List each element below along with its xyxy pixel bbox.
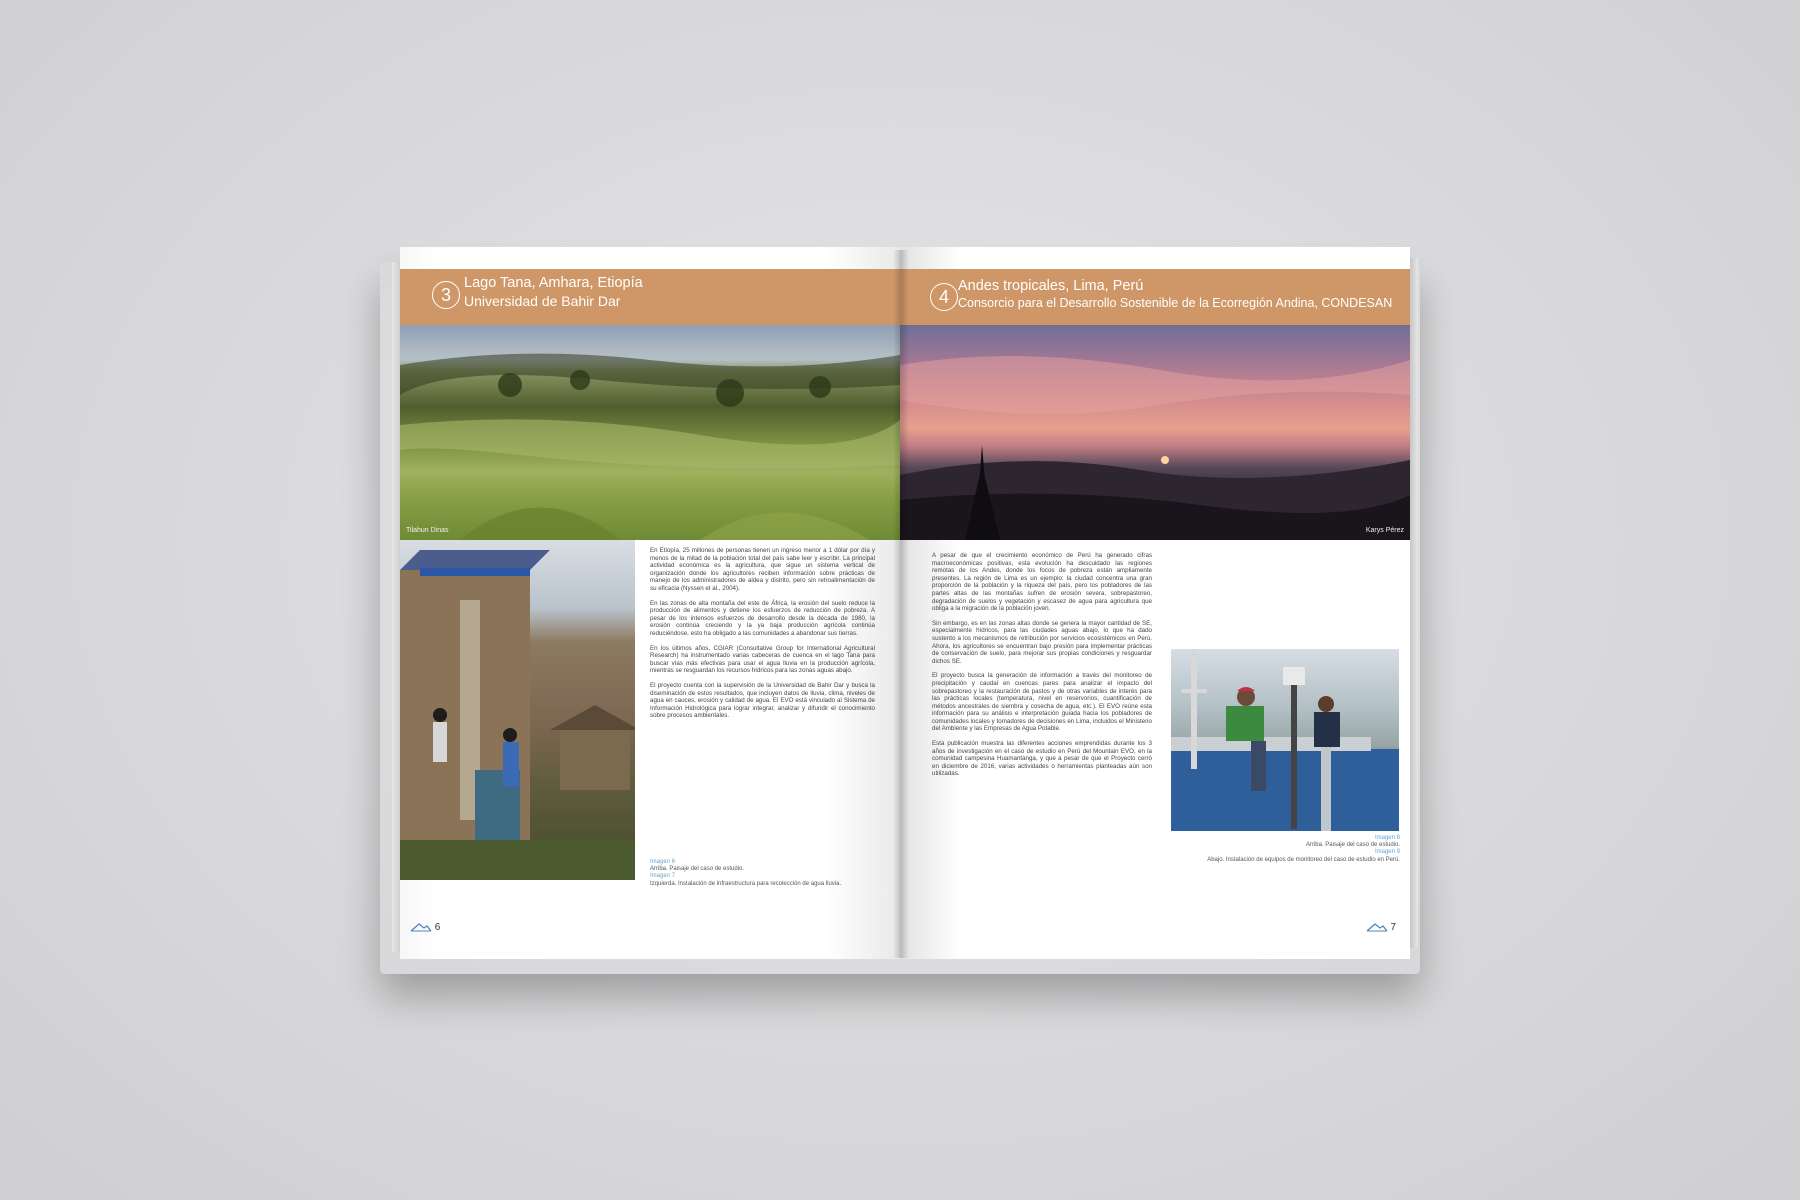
- right-page: [900, 247, 1410, 959]
- mountain-logo-icon: [1366, 922, 1388, 932]
- left-page-title: Lago Tana, Amhara, Etiopía: [464, 275, 643, 291]
- paragraph: A pesar de que el crecimiento económico de Perú ha generado cifras macroeconómicas positivas, esta evolución ha descuidado las regiones remotas de los Andes, donde los focos de pobreza están ampliamente presentes. La región de Lima es un ejemplo: la ciudad concentra una gran proporción de la población y la riqueza del país, pero los pobladores de las partes altas de las montañas sufren de erosión severa, sobrepastoreo, degradación de suelos y vegetación y escasez de agua para agricultura que obliga a la migración de la población joven.: [932, 552, 1152, 613]
- paragraph: Esta publicación muestra las diferentes acciones emprendidas durante los 3 años de investigación en el caso de estudio en Perú del Mountain EVO, en la comunidad campesina Huamantanga, y que a pesar de que el Proyecto cerró en diciembre de 2016, varias actividades o herramientas planteadas aún son utilizadas.: [932, 740, 1152, 778]
- paragraph: En las zonas de alta montaña del este de África, la erosión del suelo reduce la producción de alimentos y detiene los esfuerzos de reducción de pobreza. A pesar de los intensos esfuerzos de desarrollo desde la década de 1980, la erosión continúa creciendo y la ya baja producción agrícola continúa reduciéndose, esto ha obligado a las comunidades a abandonar sus tierras.: [650, 599, 875, 637]
- right-page-footer: [1366, 922, 1396, 933]
- landscape-photo: [400, 325, 900, 540]
- caption-label: Imagen 8: [1374, 835, 1400, 841]
- case-number-badge: 3: [432, 281, 460, 309]
- paragraph: El proyecto busca la generación de información a través del monitoreo de precipitación y caudal en cuencas pares para analizar el impacto del sobrepastoreo y la restauración de pastos y de otras variables de interés para las prácticas locales (temperatura, nivel en reservorios, cuantificación de métodos ancestrales de siembra y cosecha de agua, etc.). El EVO reúne esta información para su análisis e interpretación guiada hacia los pobladores de comunidades locales y tomadores de decisiones en Lima, incluidos el Ministerio del Ambiente y las Empresas de Agua Potable.: [932, 672, 1152, 733]
- landscape-photo-art: [400, 325, 900, 540]
- paragraph: En los últimos años, CGIAR (Consultative Group for International Agricultural Research) ha instrumentado varias cabeceras de cuenca en el lago Tana para buscar vías más efectivas para usar el agua lluvia en la producción agrícola, mientras se resguardan los recursos hídricos para las zonas aguas abajo.: [650, 644, 875, 675]
- paragraph: Sin embargo, es en las zonas altas donde se genera la mayor cantidad de SE, especialmente hídricos, para las ciudades aguas abajo, lo que ha dado sustento a los mecanismos de retribución por servicios ecosistémicos en Perú. Ahora, los agricultores se encuentran bajo presión para implementar prácticas de conservación de suelo, para mejorar sus propias condiciones y resguardar dichos SE.: [932, 619, 1152, 665]
- paragraph: En Etiopía, 25 millones de personas tienen un ingreso menor a 1 dólar por día y menos de la mitad de la población total del país sabe leer y escribir. La principal actividad económica es la agricultura, que sigue un sistema vertical de organización donde los agricultores reciben información sobre prácticas de manejo de los administradores de aldea y distrito, pero sin retroalimentación de su eficacia (Nyssen et al., 2004).: [650, 547, 875, 592]
- photo-credit: Tilahun Dinas: [406, 527, 449, 534]
- paragraph: El proyecto cuenta con la supervisión de la Universidad de Bahir Dar y busca la diseminación de estos resultados, que incluyen datos de lluvia, clima, niveles de agua en cauces, erosión y calidad de agua. El EVO está vinculado al Sistema de Información Hidrológica para lograr integrar, analizar y difundir el conocimiento sobre procesos ambientales.: [650, 681, 875, 720]
- left-page-footer: [410, 922, 440, 933]
- water-collection-photo: [400, 540, 635, 880]
- case-number-badge: 4: [930, 283, 958, 311]
- caption-text: Arriba. Paisaje del caso de estudio.: [650, 866, 745, 873]
- left-page-body-text: [650, 547, 875, 727]
- monitoring-station-photo-art: [1171, 649, 1399, 831]
- right-page-captions: [1170, 835, 1400, 864]
- caption-label: Imagen 9: [1374, 849, 1400, 856]
- caption-text: Izquierda. Instalación de infraestructura para recolección de agua lluvia.: [650, 880, 842, 887]
- monitoring-station-photo: [1171, 649, 1399, 831]
- caption-label: Imagen 7: [650, 873, 676, 880]
- left-page: [400, 247, 900, 959]
- mountain-logo-icon: [410, 922, 432, 932]
- photo-credit: Karys Pérez: [1365, 527, 1404, 534]
- water-collection-photo-art: [400, 540, 635, 880]
- caption-label: Imagen 6: [650, 859, 676, 865]
- right-page-body-text: [932, 552, 1152, 785]
- page-stack-left-edge: [392, 262, 400, 952]
- right-page-banner: [900, 269, 1410, 325]
- sunset-photo-art: [900, 325, 1410, 540]
- caption-text: Abajo. Instalación de equipos de monitoreo del caso de estudio en Perú.: [1207, 856, 1400, 863]
- left-page-subtitle: Universidad de Bahir Dar: [464, 293, 621, 309]
- book-spine: [893, 250, 909, 958]
- page-number: 7: [1390, 922, 1396, 933]
- sunset-photo: [900, 325, 1410, 540]
- page-number: 6: [434, 922, 441, 933]
- right-page-subtitle: Consorcio para el Desarrollo Sostenible de la Ecorregión Andina, CONDESAN: [958, 296, 1393, 310]
- left-page-captions: [650, 859, 890, 888]
- left-page-banner: [400, 269, 900, 325]
- caption-text: Arriba. Paisaje del caso de estudio.: [1305, 842, 1400, 849]
- right-page-title: Andes tropicales, Lima, Perú: [958, 278, 1144, 294]
